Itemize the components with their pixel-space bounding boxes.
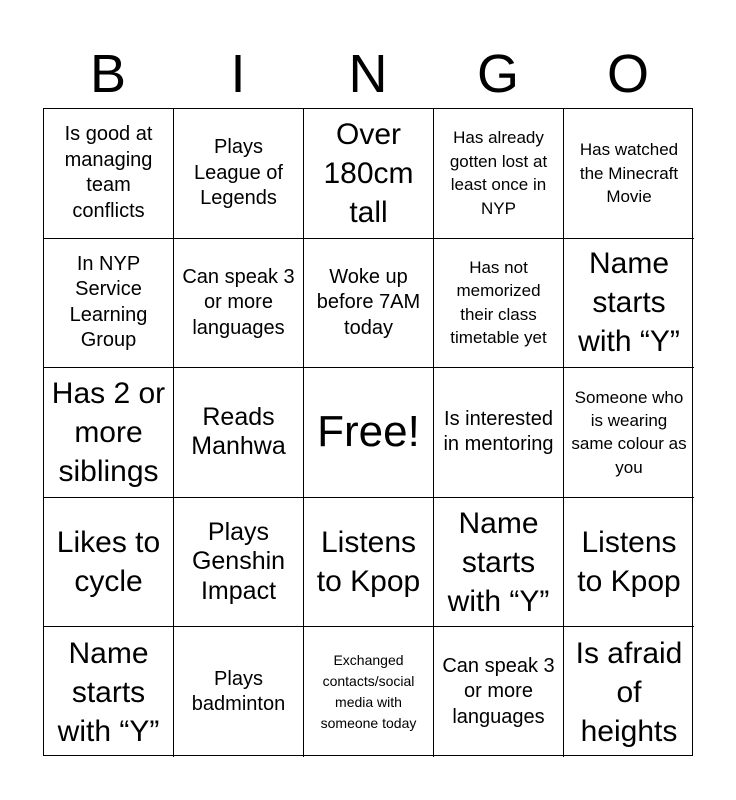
header-letter-o: O [606, 44, 649, 104]
bingo-cell[interactable] [434, 368, 564, 498]
header-letter-i: I [230, 44, 246, 104]
bingo-cell[interactable] [44, 368, 174, 498]
header-letter-n: N [348, 44, 388, 104]
bingo-cell[interactable] [44, 109, 174, 239]
bingo-cell[interactable] [174, 239, 304, 369]
cell-text: Has watched the Minecraft Movie [579, 140, 679, 207]
cell-text: Name starts with “Y” [578, 247, 680, 359]
bingo-cell[interactable] [564, 109, 694, 239]
cell-text: Free! [317, 407, 420, 457]
header-letter-g: G [476, 44, 519, 104]
cell-text: Is good at managing team conflicts [64, 123, 153, 222]
bingo-cell[interactable] [564, 368, 694, 498]
bingo-cell[interactable] [174, 627, 304, 757]
cell-text: Listens to Kpop [577, 526, 681, 599]
bingo-cell[interactable] [434, 239, 564, 369]
cell-text: Over 180cm tall [323, 117, 414, 229]
cell-text: Reads Manhwa [191, 403, 286, 461]
cell-text: Name starts with “Y” [447, 506, 550, 618]
bingo-cell[interactable] [44, 498, 174, 628]
cell-text: Listens to Kpop [316, 526, 421, 599]
cell-text: Can speak 3 or more languages [182, 265, 295, 339]
cell-text: Has 2 or more siblings [51, 376, 166, 488]
cell-text: Exchanged contacts/social media with someone today [320, 652, 417, 732]
bingo-board [43, 108, 693, 756]
header-letter-b: B [89, 44, 127, 104]
cell-text: Plays Genshin Impact [191, 518, 286, 605]
bingo-cell[interactable] [174, 498, 304, 628]
cell-text: Has already gotten lost at least once in NYP [449, 128, 548, 218]
bingo-cell[interactable] [304, 498, 434, 628]
bingo-cell[interactable] [434, 109, 564, 239]
bingo-cell[interactable] [174, 109, 304, 239]
bingo-cell[interactable] [434, 498, 564, 628]
cell-text: In NYP Service Learning Group [69, 252, 148, 352]
bingo-cell[interactable] [434, 627, 564, 757]
bingo-cell[interactable] [174, 368, 304, 498]
bingo-cell[interactable] [564, 627, 694, 757]
bingo-cell[interactable] [44, 239, 174, 369]
cell-text: Someone who is wearing same colour as you [571, 387, 687, 477]
cell-text: Plays League of Legends [194, 135, 283, 210]
cell-text: Likes to cycle [56, 526, 161, 599]
free-space[interactable] [304, 368, 434, 498]
cell-text: Name starts with “Y” [57, 636, 160, 748]
cell-text: Is afraid of heights [575, 636, 683, 748]
bingo-cell[interactable] [44, 627, 174, 757]
cell-text: Woke up before 7AM today [316, 265, 421, 339]
bingo-cell[interactable] [304, 627, 434, 757]
cell-text: Has not memorized their class timetable yet [450, 257, 547, 348]
cell-text: Is interested in mentoring [443, 407, 554, 456]
bingo-header [43, 40, 693, 108]
bingo-cell[interactable] [304, 239, 434, 369]
cell-text: Plays badminton [191, 667, 286, 716]
bingo-cell[interactable] [564, 498, 694, 628]
cell-text: Can speak 3 or more languages [442, 654, 555, 728]
bingo-cell[interactable] [564, 239, 694, 369]
bingo-cell[interactable] [304, 109, 434, 239]
